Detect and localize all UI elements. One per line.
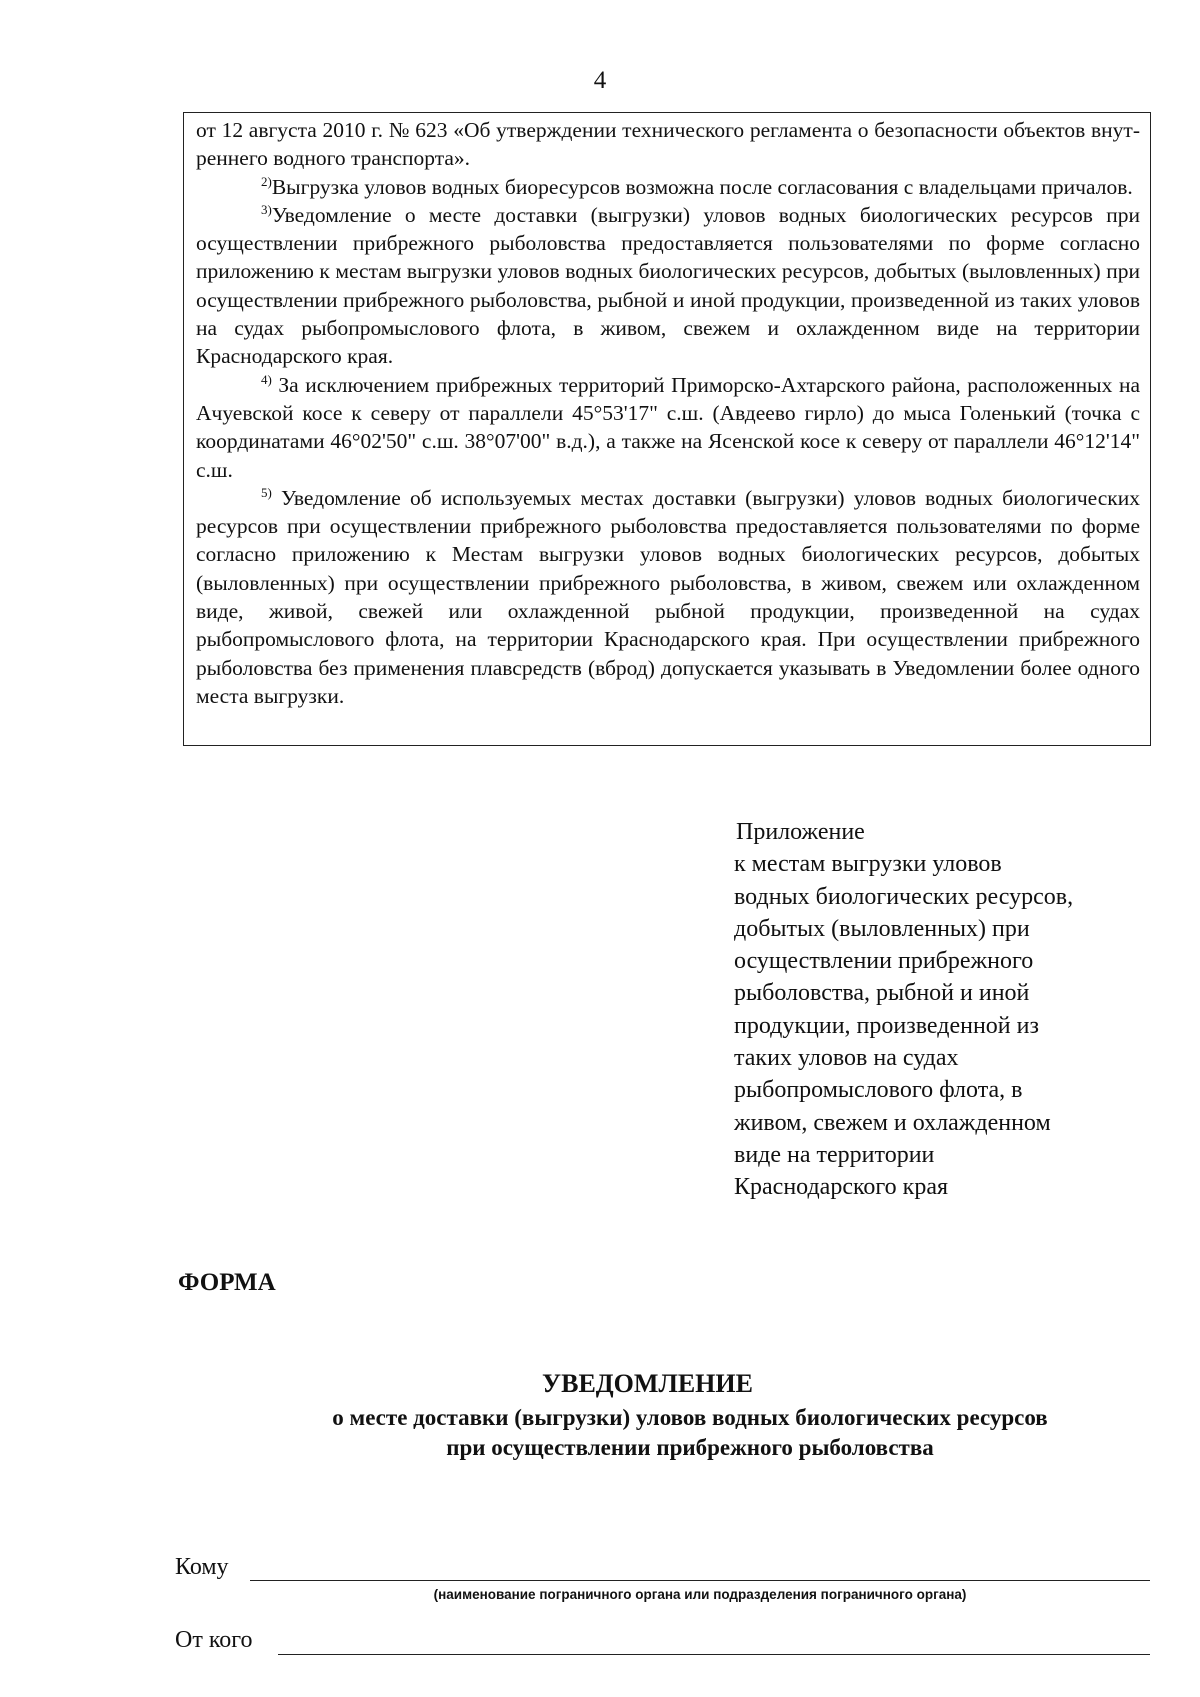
appendix-line: таких уловов на судах	[734, 1045, 959, 1072]
footnote-continuation: от 12 августа 2010 г. № 623 «Об утверждении технического регламента о безопасности объектов внут-реннего водного транспорта».	[196, 118, 1140, 171]
form-label: ФОРМА	[178, 1269, 276, 1296]
appendix-line: осуществлении прибрежного	[734, 948, 1034, 975]
recipient-field	[175, 1552, 229, 1582]
recipient-hint: (наименование пограничного органа или подразделения пограничного органа)	[433, 1587, 967, 1602]
sender-label: От кого	[175, 1627, 253, 1653]
notice-subtitle	[180, 1403, 1200, 1463]
appendix-line: живом, свежем и охлажденном	[734, 1109, 1051, 1136]
notice-subtitle-line: при осуществлении прибрежного рыболовства	[446, 1435, 934, 1460]
appendix-line: водных биологических ресурсов,	[734, 883, 1074, 910]
sender-input-line[interactable]	[278, 1654, 1150, 1655]
footnote-marker: 5)	[261, 484, 272, 500]
footnote-4: $^{4)}$ За исключением прибрежных территорий Приморско-Ахтарского района, расположенных на Ачуевской косе к северу от параллели 45°53'17" с.ш. (Авдеево гирло) до мыса Голенький (точка с координатами 46°02'50" с.ш. 38°07'00" в.д.), а также на Ясенской косе к северу от параллели 46°12'14" с.ш.	[196, 371, 1140, 482]
footnote-marker: 2)	[261, 173, 272, 189]
notice-subtitle-line: о месте доставки (выгрузки) уловов водных биологических ресурсов	[332, 1405, 1048, 1430]
appendix-line: добытых (выловленных) при	[734, 915, 1030, 942]
footnote-marker: 3)	[261, 201, 272, 217]
sender-field	[175, 1625, 253, 1655]
appendix-line: продукции, произведенной из	[734, 1012, 1039, 1039]
appendix-line: Приложение	[736, 819, 865, 845]
footnote-2: $^{2)}$Выгрузка уловов водных биоресурсов возможна после согласования с владельцами причалов.	[261, 173, 1133, 199]
footnote-3: $^{3)}$Уведомление о месте доставки (выгрузки) уловов водных биологических ресурсов при осуществлении прибрежного рыболовства предоставляется пользователями по форме согласно приложению к местам выгрузки уловов водных биологических ресурсов, добытых (выловленных) при осуществлении прибрежного рыболовства, рыбной и иной продукции, произведенной из таких уловов на судах рыбопромыслового флота, в живом, свежем и охлажденном виде на территории Краснодарского края.	[196, 201, 1140, 369]
appendix-line: виде на территории	[734, 1141, 935, 1168]
appendix-line: рыбопромыслового флота, в	[734, 1077, 1023, 1104]
page-number: 4	[593, 67, 607, 94]
appendix-line: рыболовства, рыбной и иной	[734, 980, 1030, 1007]
footnote-5: $^{5)}$ Уведомление об используемых местах доставки (выгрузки) уловов водных биологических ресурсов при осуществлении прибрежного рыболовства предоставляется пользователями по форме согласно приложению к Местам выгрузки уловов водных биологических ресурсов, добытых (выловленных) при осуществлении прибрежного рыболовства, в живом, свежем или охлажденном виде, живой, свежей или охлажденной рыбной продукции, произведенной на судах рыбопромыслового флота, на территории Краснодарского края. При осуществлении прибрежного рыболовства без применения плавсредств (вброд) допускается указывать в Уведомлении более одного места выгрузки.	[196, 484, 1140, 708]
footnote-marker: 4)	[261, 371, 272, 387]
appendix-line: Краснодарского края	[734, 1174, 949, 1201]
footnotes-box	[183, 112, 1151, 746]
appendix-heading	[734, 816, 1154, 1204]
notice-title: УВЕДОМЛЕНИЕ	[542, 1369, 753, 1398]
recipient-label: Кому	[175, 1554, 229, 1580]
recipient-input-line[interactable]	[250, 1580, 1150, 1581]
appendix-line: к местам выгрузки уловов	[734, 851, 1002, 878]
